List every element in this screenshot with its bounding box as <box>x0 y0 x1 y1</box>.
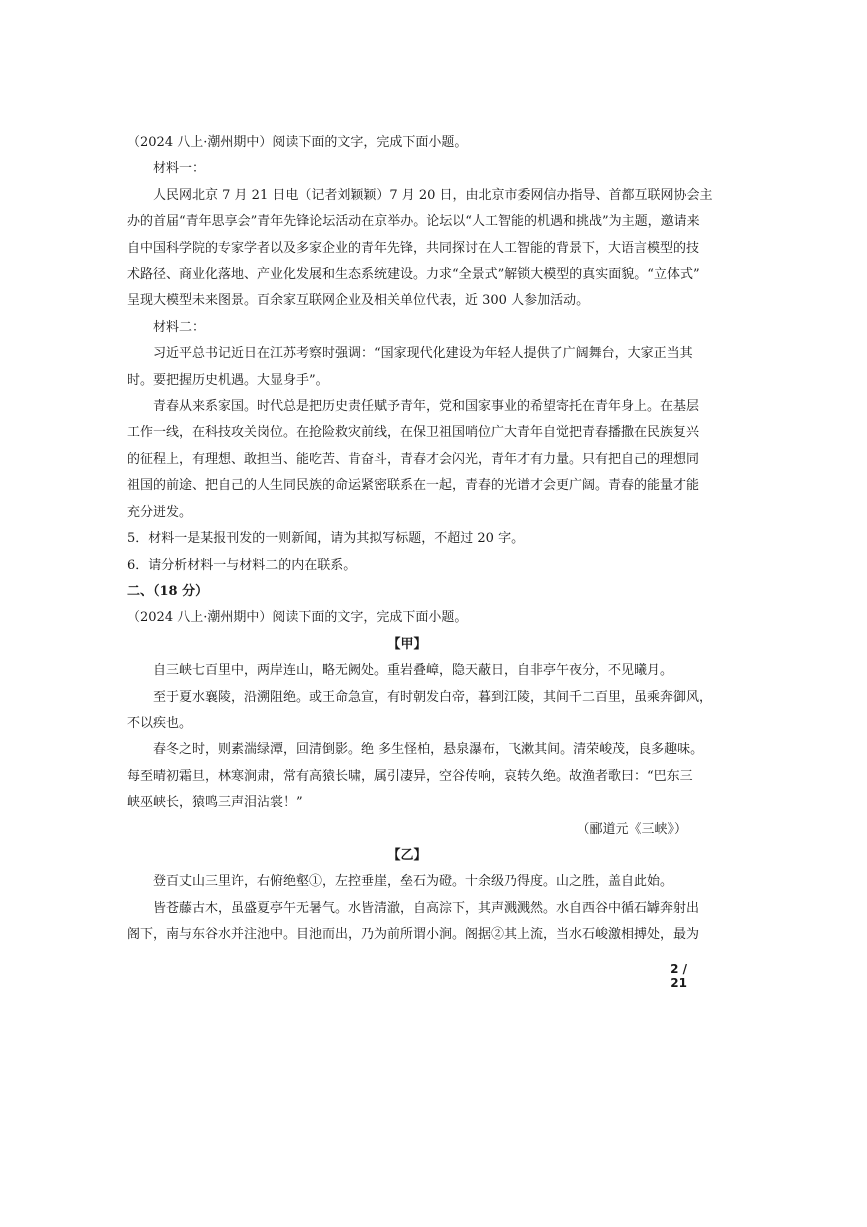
page-number: 2 / 21 <box>670 962 687 990</box>
document-body <box>127 130 713 949</box>
passage-jia-line: 每至晴初霜旦，林寒涧肃，常有高猿长啸，属引凄异，空谷传响，哀转久绝。故渔者歌曰：“巴东三 <box>127 768 693 784</box>
passage-jia-line: 春冬之时，则素湍绿潭，回清倒影。绝 多生怪柏，悬泉瀑布，飞漱其间。清荣峻茂，良多趣味。 <box>153 742 704 758</box>
passage-yi-title: 【乙】 <box>387 847 427 863</box>
material-1-line: 自中国科学院的专家学者以及多家企业的青年先锋，共同探讨在人工智能的背景下，大语言模型的技 <box>127 240 700 256</box>
passage-jia-line: 不以疾也。 <box>127 715 193 731</box>
question-header-2: （2024 八上·潮州期中）阅读下面的文字，完成下面小题。 <box>127 610 468 626</box>
question-6: 6．请分析材料一与材料二的内在联系。 <box>127 557 357 573</box>
passage-jia-line: 至于夏水襄陵，沿溯阻绝。或王命急宣，有时朝发白帝，暮到江陵，其间千二百里，虽乘奔御风， <box>153 689 713 705</box>
material-2-line: 的征程上，有理想、敢担当、能吃苦、肯奋斗，青春才会闪光，青年才有力量。只有把自己的理想同 <box>127 451 700 467</box>
material-2-line: 习近平总书记近日在江苏考察时强调：“国家现代化建设为年轻人提供了广阔舞台，大家正当其 <box>153 346 693 362</box>
material-1-label: 材料一： <box>153 161 206 177</box>
material-1-line: 呈现大模型未来图景。百余家互联网企业及相关单位代表，近 300 人参加活动。 <box>127 293 590 309</box>
material-2-line: 青春从来系家国。时代总是把历史责任赋予青年，党和国家事业的希望寄托在青年身上。在基层 <box>153 399 700 415</box>
passage-yi-line: 登百丈山三里许，右俯绝壑①，左控垂崖，垒石为磴。十余级乃得度。山之胜，盖自此始。 <box>153 874 674 890</box>
material-1-line: 术路径、商业化落地、产业化发展和生态系统建设。力求“全景式”解锁大模型的真实面貌。“立体式” <box>127 267 700 283</box>
material-2-line: 工作一线，在科技攻关岗位。在抢险救灾前线，在保卫祖国哨位广大青年自觉把青春播撒在民族复兴 <box>127 425 700 441</box>
section-heading: 二、（18 分） <box>127 583 209 599</box>
material-2-line: 充分迸发。 <box>127 504 193 520</box>
material-2-line: 祖国的前途、把自己的人生同民族的命运紧密联系在一起，青春的光谱才会更广阔。青春的能量才能 <box>127 478 700 494</box>
question-header-1: （2024 八上·潮州期中）阅读下面的文字，完成下面小题。 <box>127 135 468 150</box>
passage-jia-line: 峡巫峡长，猿鸣三声泪沾裳！” <box>127 795 303 811</box>
material-2-line: 时。要把握历史机遇。大显身手”。 <box>127 372 329 388</box>
question-5: 5．材料一是某报刊发的一则新闻，请为其拟写标题，不超过 20 字。 <box>127 531 525 547</box>
material-1-line: 办的首届“青年思享会”青年先锋论坛活动在京举办。论坛以“人工智能的机遇和挑战”为主题，邀请来 <box>127 214 700 230</box>
passage-jia-source: （郦道元《三峡》） <box>576 821 687 837</box>
material-1-line: 人民网北京 7 月 21 日电（记者刘颖颖）7 月 20 日，由北京市委网信办指导、首都互联网协会主 <box>153 187 713 203</box>
passage-jia-title: 【甲】 <box>387 636 427 652</box>
material-2-label: 材料二： <box>153 319 206 335</box>
passage-yi-line: 阁下，南与东谷水并注池中。目池而出，乃为前所谓小涧。阁据②其上流，当水石峻激相搏处，最为 <box>127 927 700 943</box>
passage-jia-line: 自三峡七百里中，两岸连山，略无阙处。重岩叠嶂，隐天蔽日，自非亭午夜分，不见曦月。 <box>153 663 674 679</box>
passage-yi-line: 皆苍藤古木，虽盛夏亭午无暑气。水皆清澈，自高淙下，其声溅溅然。水自西谷中循石罅奔射出 <box>153 900 700 916</box>
